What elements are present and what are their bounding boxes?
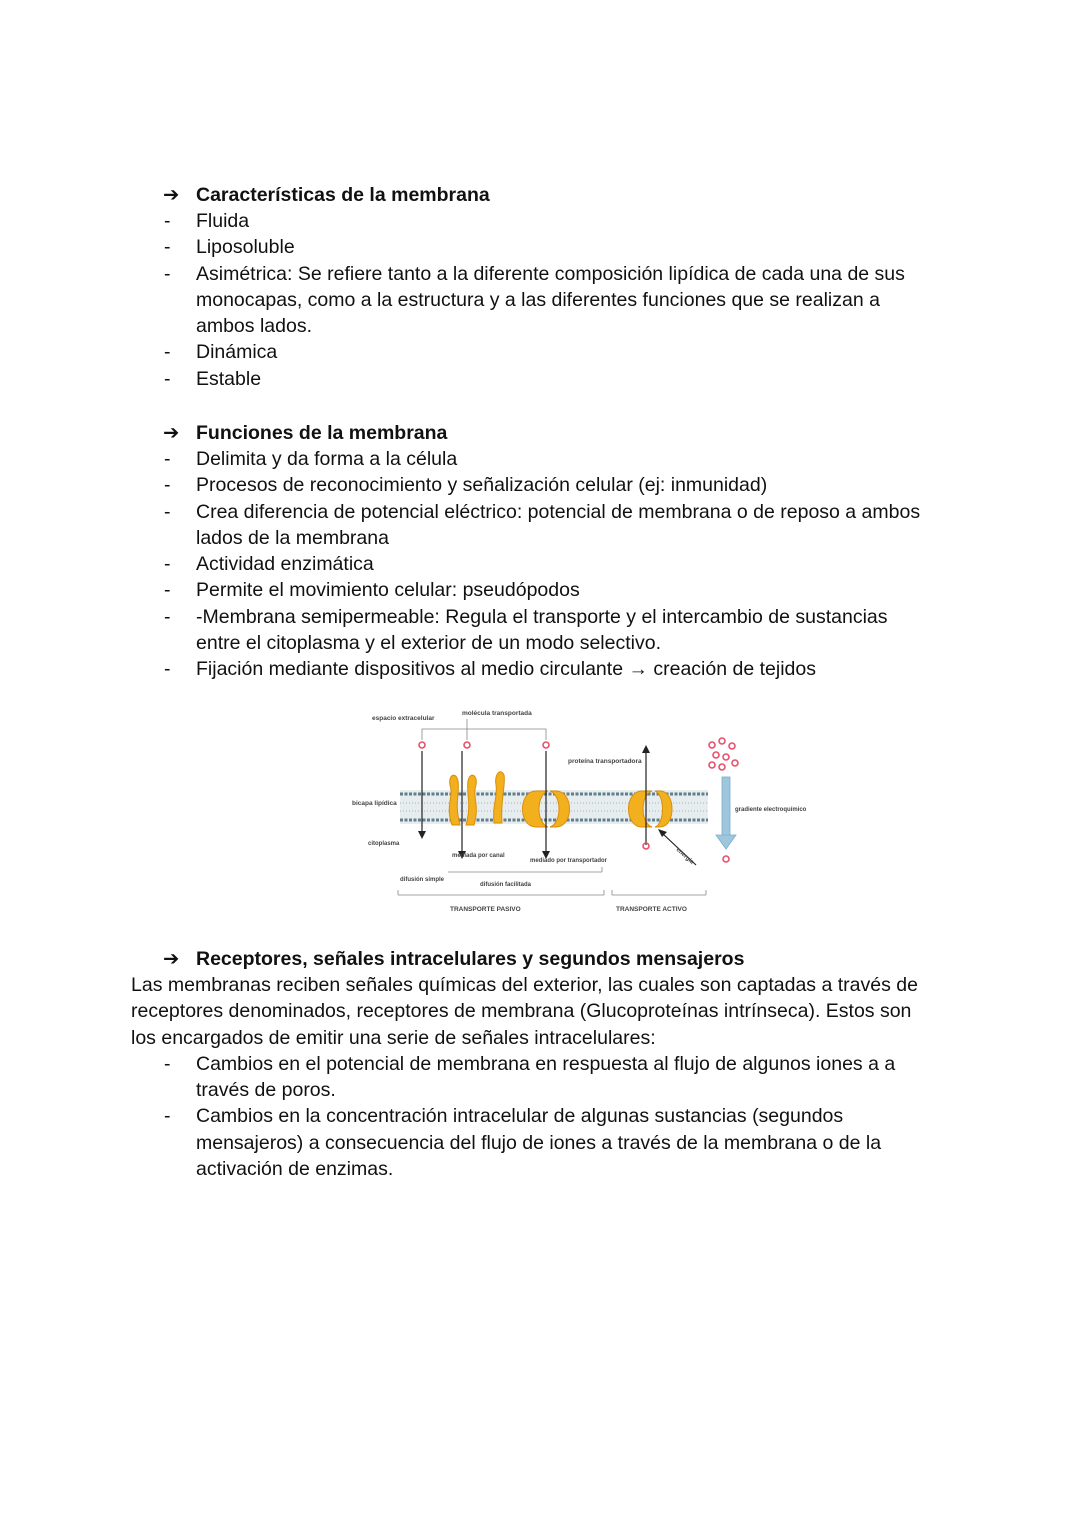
- dash-bullet: -: [164, 579, 171, 602]
- heading-text: Receptores, señales intracelulares y segundos mensajeros: [196, 948, 745, 970]
- list-item: - Crea diferencia de potencial eléctrico: potencial de membrana o de reposo a ambos lados de la membrana: [164, 500, 921, 549]
- section-heading: [0, 182, 1080, 208]
- dash-bullet: -: [164, 262, 171, 285]
- list-item: - Actividad enzimática: [0, 551, 1080, 577]
- list-item: - Asimétrica: Se refiere tanto a la diferente composición lipídica de cada una de sus monocapas, como a la estructura y a las diferentes funciones que se realizan a ambos lados.: [164, 262, 905, 338]
- label-canal: mediada por canal: [452, 853, 505, 859]
- label-citoplasma: citoplasma: [368, 841, 400, 847]
- list-item: - Fluida: [0, 208, 1080, 234]
- dash-bullet: -: [164, 448, 171, 470]
- list-item: - Permite el movimiento celular: pseudópodos: [0, 577, 1080, 603]
- dash-bullet: -: [164, 553, 171, 576]
- label-bicapa: bicapa lipídica: [352, 800, 397, 807]
- label-facilitada: difusión facilitada: [480, 882, 532, 888]
- molecule: [419, 742, 425, 748]
- list-item: - -Membrana semipermeable: Regula el transporte y el intercambio de sustancias entre el citoplasma y el exterior de un modo selectivo.: [164, 605, 888, 655]
- molecule: [543, 742, 549, 748]
- label-gradiente: gradiente electroquímico: [735, 807, 807, 813]
- list-item: - Estable: [0, 366, 1080, 392]
- arrow-bullet-icon: ➔: [163, 948, 180, 970]
- label-energia: energía: [674, 847, 695, 866]
- list-item: - Fijación mediante dispositivos al medio circulante → creación de tejidos: [0, 656, 1080, 682]
- section-funciones: [0, 420, 1080, 683]
- heading-text: Funciones de la membrana: [196, 422, 448, 444]
- dash-bullet: -: [164, 500, 171, 523]
- gradient-arrow: [722, 777, 730, 837]
- label-espacio: espacio extracelular: [372, 715, 435, 722]
- section-caracteristicas: [0, 182, 1080, 392]
- dash-bullet: -: [164, 474, 171, 497]
- section-heading: [0, 420, 1080, 446]
- signals-list: [0, 1051, 1080, 1182]
- dash-bullet: -: [164, 1052, 171, 1075]
- list-item: - Liposoluble: [0, 234, 1080, 260]
- section-receptores: [0, 946, 1080, 1182]
- dash-bullet: -: [164, 605, 171, 628]
- label-transportador: mediado por transportador: [530, 858, 608, 864]
- list-item: - Delimita y da forma a la célula: [0, 446, 1080, 472]
- dash-bullet: -: [164, 210, 171, 232]
- body-paragraph: Las membranas reciben señales químicas del exterior, las cuales son captadas a través de receptores denominados, receptores de membrana (Glucoproteínas intrínseca). Estos son los encargados de emitir una serie de señales intracelulares:: [131, 974, 918, 1049]
- dash-bullet: -: [164, 341, 171, 364]
- label-activo: TRANSPORTE ACTIVO: [616, 906, 687, 913]
- dash-bullet: -: [164, 367, 171, 390]
- label-pasivo: TRANSPORTE PASIVO: [450, 906, 521, 913]
- membrane-transport-diagram: [350, 705, 807, 920]
- characteristics-list: [0, 208, 1080, 392]
- label-proteina: proteína transportadora: [568, 758, 642, 765]
- list-item: - Procesos de reconocimiento y señalización celular (ej: inmunidad): [0, 472, 1080, 498]
- dash-bullet: -: [164, 1105, 171, 1128]
- list-item: - Cambios en el potencial de membrana en respuesta al flujo de algunos iones a a través de poros.: [164, 1052, 896, 1102]
- label-simple: difusión simple: [400, 877, 445, 883]
- dash-bullet: -: [164, 236, 171, 259]
- functions-list: [0, 446, 1080, 683]
- label-molecula: molécula transportada: [462, 710, 532, 717]
- arrow-bullet-icon: ➔: [163, 184, 180, 206]
- molecule: [464, 742, 470, 748]
- section-heading: [0, 946, 1080, 972]
- list-item: - Cambios en la concentración intracelular de algunas sustancias (segundos mensajeros) a consecuencia del flujo de iones a través de la membrana o de la activación de enzimas.: [164, 1105, 882, 1181]
- list-item: - Dinámica: [0, 339, 1080, 365]
- dash-bullet: -: [164, 658, 171, 681]
- heading-text: Características de la membrana: [196, 184, 490, 206]
- arrow-bullet-icon: ➔: [163, 422, 180, 444]
